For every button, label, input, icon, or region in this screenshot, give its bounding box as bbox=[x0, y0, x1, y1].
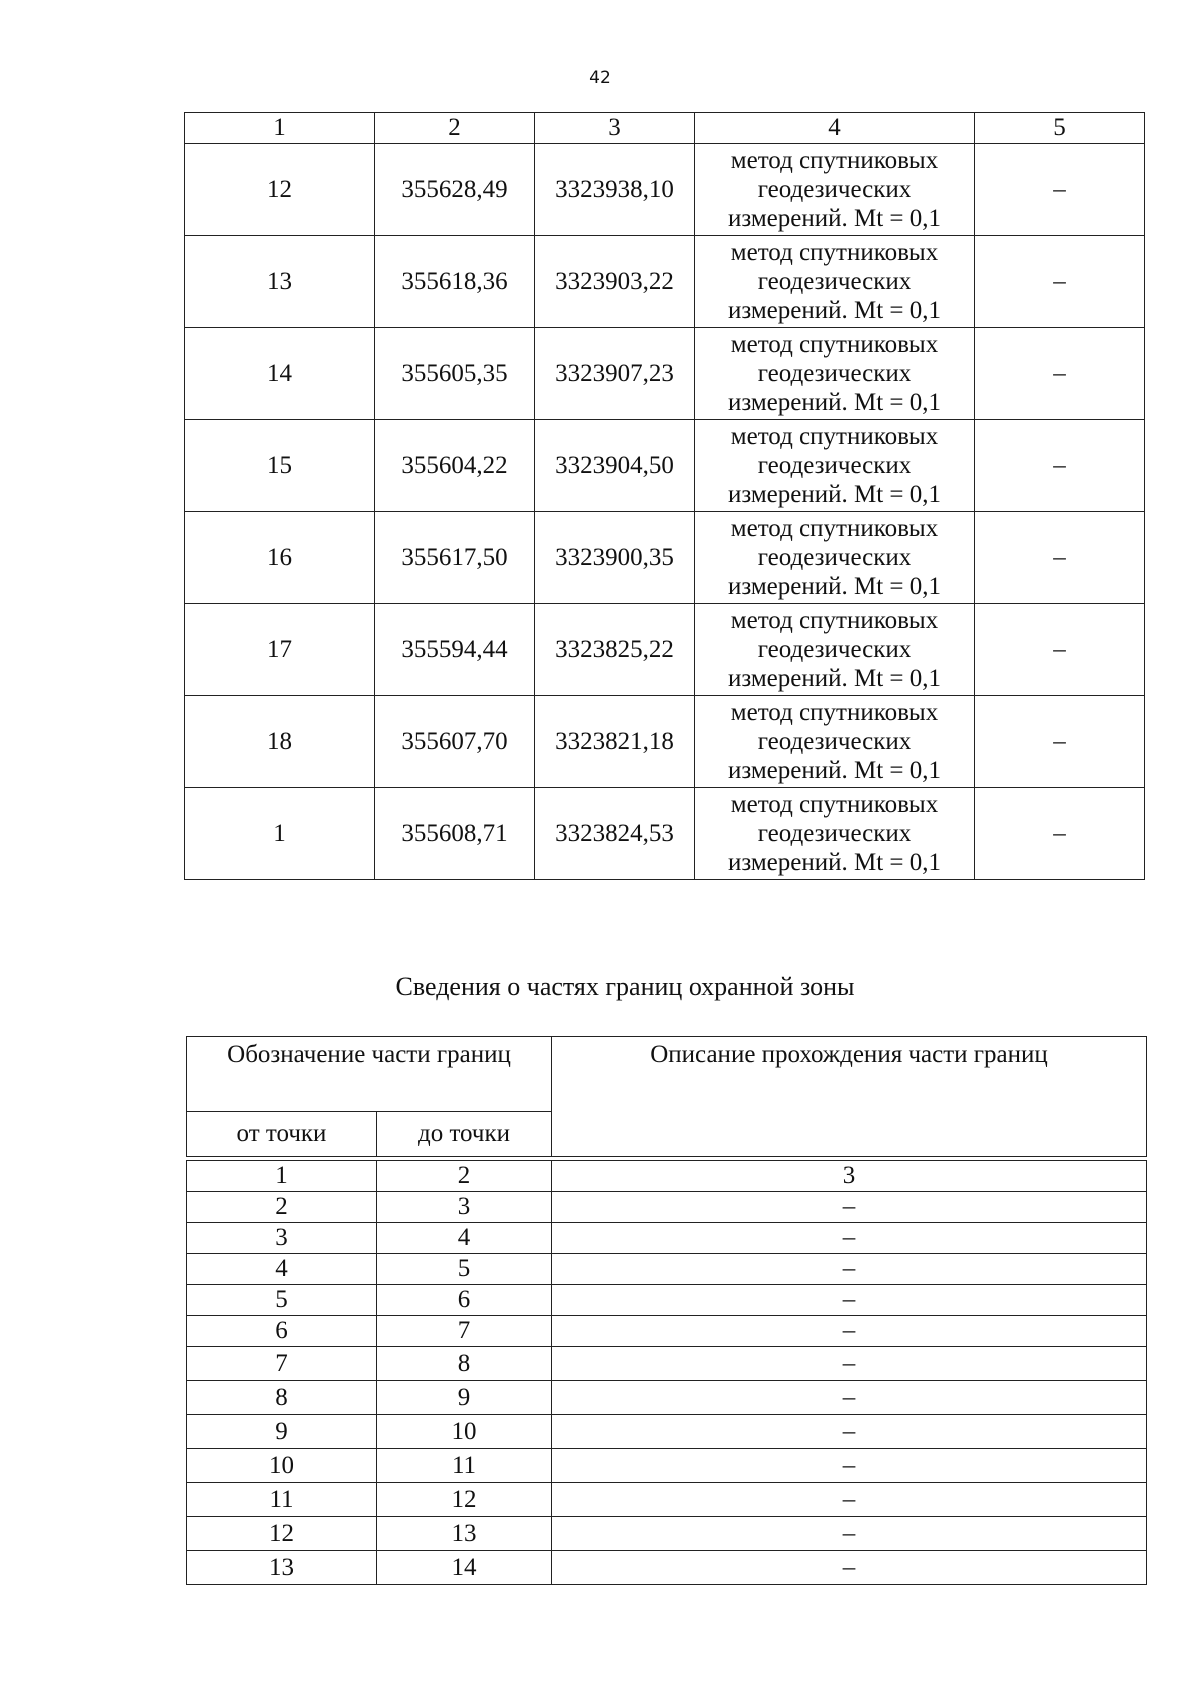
from-point-cell: 3 bbox=[187, 1223, 377, 1254]
description-cell: – bbox=[552, 1192, 1147, 1223]
boundary-part-row bbox=[187, 1254, 1147, 1285]
y-coordinate-cell: 3323907,23 bbox=[535, 328, 695, 420]
method-line: измерений. Mt = 0,1 bbox=[727, 481, 942, 508]
method-cell bbox=[695, 512, 975, 604]
coordinate-row bbox=[185, 696, 1145, 788]
from-point-cell: 12 bbox=[187, 1517, 377, 1551]
x-coordinate-cell: 355594,44 bbox=[375, 604, 535, 696]
method-cell bbox=[695, 328, 975, 420]
coordinates-header-row bbox=[185, 113, 1145, 144]
y-coordinate-cell: 3323824,53 bbox=[535, 788, 695, 880]
boundary-part-row bbox=[187, 1192, 1147, 1223]
description-header: Описание прохождения части границ bbox=[552, 1037, 1147, 1157]
from-point-cell: 6 bbox=[187, 1316, 377, 1347]
note-cell: – bbox=[975, 420, 1145, 512]
to-point-cell: 5 bbox=[377, 1254, 552, 1285]
description-cell: – bbox=[552, 1223, 1147, 1254]
method-line: измерений. Mt = 0,1 bbox=[727, 297, 942, 324]
column-number-1: 1 bbox=[185, 113, 375, 144]
coordinates-table bbox=[184, 112, 1145, 880]
note-cell: – bbox=[975, 604, 1145, 696]
to-point-cell: 3 bbox=[377, 1192, 552, 1223]
section-title: Сведения о частях границ охранной зоны bbox=[395, 972, 855, 1001]
x-coordinate-cell: 355628,49 bbox=[375, 144, 535, 236]
description-cell: – bbox=[552, 1415, 1147, 1449]
from-point-cell: 2 bbox=[187, 1192, 377, 1223]
method-line: метод спутниковых bbox=[730, 331, 939, 358]
method-line: метод спутниковых bbox=[730, 791, 939, 818]
boundary-part-row bbox=[187, 1551, 1147, 1585]
boundary-part-row bbox=[187, 1223, 1147, 1254]
from-point-cell: 11 bbox=[187, 1483, 377, 1517]
method-line: метод спутниковых bbox=[730, 239, 939, 266]
method-cell bbox=[695, 788, 975, 880]
to-point-cell: 14 bbox=[377, 1551, 552, 1585]
boundary-part-row bbox=[187, 1316, 1147, 1347]
parts-column-number-1: 1 bbox=[187, 1161, 377, 1192]
description-cell: – bbox=[552, 1347, 1147, 1381]
to-point-cell: 9 bbox=[377, 1381, 552, 1415]
parts-column-number-2: 2 bbox=[377, 1161, 552, 1192]
designation-header: Обозначение части границ bbox=[187, 1037, 552, 1112]
boundary-part-row bbox=[187, 1381, 1147, 1415]
description-cell: – bbox=[552, 1551, 1147, 1585]
method-cell bbox=[695, 420, 975, 512]
point-number-cell: 13 bbox=[185, 236, 375, 328]
to-point-cell: 8 bbox=[377, 1347, 552, 1381]
coordinate-row bbox=[185, 144, 1145, 236]
boundary-part-row bbox=[187, 1285, 1147, 1316]
description-cell: – bbox=[552, 1316, 1147, 1347]
y-coordinate-cell: 3323825,22 bbox=[535, 604, 695, 696]
note-cell: – bbox=[975, 696, 1145, 788]
method-line: метод спутниковых bbox=[730, 607, 939, 634]
method-line: измерений. Mt = 0,1 bbox=[727, 389, 942, 416]
method-line: измерений. Mt = 0,1 bbox=[727, 849, 942, 876]
description-cell: – bbox=[552, 1381, 1147, 1415]
method-line: измерений. Mt = 0,1 bbox=[727, 665, 942, 692]
parts-header-row bbox=[187, 1037, 1147, 1112]
point-number-cell: 16 bbox=[185, 512, 375, 604]
note-cell: – bbox=[975, 512, 1145, 604]
method-line: метод спутниковых bbox=[730, 423, 939, 450]
column-number-5: 5 bbox=[975, 113, 1145, 144]
boundary-part-row bbox=[187, 1517, 1147, 1551]
column-number-3: 3 bbox=[535, 113, 695, 144]
coordinate-row bbox=[185, 604, 1145, 696]
point-number-cell: 1 bbox=[185, 788, 375, 880]
parts-column-number-3: 3 bbox=[552, 1161, 1147, 1192]
method-cell bbox=[695, 236, 975, 328]
y-coordinate-cell: 3323821,18 bbox=[535, 696, 695, 788]
description-cell: – bbox=[552, 1449, 1147, 1483]
to-point-cell: 10 bbox=[377, 1415, 552, 1449]
method-cell bbox=[695, 144, 975, 236]
note-cell: – bbox=[975, 328, 1145, 420]
to-point-cell: 13 bbox=[377, 1517, 552, 1551]
method-line: метод спутниковых bbox=[730, 515, 939, 542]
boundary-part-row bbox=[187, 1483, 1147, 1517]
point-number-cell: 17 bbox=[185, 604, 375, 696]
note-cell: – bbox=[975, 788, 1145, 880]
x-coordinate-cell: 355608,71 bbox=[375, 788, 535, 880]
method-line: метод спутниковых bbox=[730, 699, 939, 726]
method-line: измерений. Mt = 0,1 bbox=[727, 205, 942, 232]
coordinate-row bbox=[185, 788, 1145, 880]
column-number-4: 4 bbox=[695, 113, 975, 144]
from-point-cell: 5 bbox=[187, 1285, 377, 1316]
point-number-cell: 15 bbox=[185, 420, 375, 512]
boundary-part-row bbox=[187, 1449, 1147, 1483]
page-number: 42 bbox=[589, 68, 611, 88]
method-cell bbox=[695, 604, 975, 696]
method-line: геодезических bbox=[757, 636, 912, 663]
method-line: измерений. Mt = 0,1 bbox=[727, 573, 942, 600]
to-point-header: до точки bbox=[377, 1112, 552, 1157]
description-cell: – bbox=[552, 1254, 1147, 1285]
method-line: метод спутниковых bbox=[730, 147, 939, 174]
from-point-cell: 8 bbox=[187, 1381, 377, 1415]
x-coordinate-cell: 355618,36 bbox=[375, 236, 535, 328]
note-cell: – bbox=[975, 144, 1145, 236]
parts-column-numbers-row bbox=[187, 1161, 1147, 1192]
y-coordinate-cell: 3323904,50 bbox=[535, 420, 695, 512]
description-cell: – bbox=[552, 1285, 1147, 1316]
point-number-cell: 12 bbox=[185, 144, 375, 236]
x-coordinate-cell: 355604,22 bbox=[375, 420, 535, 512]
coordinate-row bbox=[185, 236, 1145, 328]
y-coordinate-cell: 3323938,10 bbox=[535, 144, 695, 236]
to-point-cell: 6 bbox=[377, 1285, 552, 1316]
method-line: геодезических bbox=[757, 728, 912, 755]
from-point-header: от точки bbox=[187, 1112, 377, 1157]
method-line: измерений. Mt = 0,1 bbox=[727, 757, 942, 784]
boundary-part-row bbox=[187, 1415, 1147, 1449]
description-cell: – bbox=[552, 1517, 1147, 1551]
boundary-parts-table bbox=[186, 1036, 1147, 1585]
x-coordinate-cell: 355605,35 bbox=[375, 328, 535, 420]
boundary-part-row bbox=[187, 1347, 1147, 1381]
method-line: геодезических bbox=[757, 176, 912, 203]
coordinate-row bbox=[185, 420, 1145, 512]
point-number-cell: 18 bbox=[185, 696, 375, 788]
method-line: геодезических bbox=[757, 360, 912, 387]
x-coordinate-cell: 355617,50 bbox=[375, 512, 535, 604]
coordinate-row bbox=[185, 512, 1145, 604]
to-point-cell: 7 bbox=[377, 1316, 552, 1347]
to-point-cell: 4 bbox=[377, 1223, 552, 1254]
method-line: геодезических bbox=[757, 820, 912, 847]
note-cell: – bbox=[975, 236, 1145, 328]
column-number-2: 2 bbox=[375, 113, 535, 144]
x-coordinate-cell: 355607,70 bbox=[375, 696, 535, 788]
y-coordinate-cell: 3323903,22 bbox=[535, 236, 695, 328]
to-point-cell: 12 bbox=[377, 1483, 552, 1517]
from-point-cell: 13 bbox=[187, 1551, 377, 1585]
from-point-cell: 10 bbox=[187, 1449, 377, 1483]
y-coordinate-cell: 3323900,35 bbox=[535, 512, 695, 604]
description-cell: – bbox=[552, 1483, 1147, 1517]
from-point-cell: 4 bbox=[187, 1254, 377, 1285]
point-number-cell: 14 bbox=[185, 328, 375, 420]
coordinate-row bbox=[185, 328, 1145, 420]
from-point-cell: 9 bbox=[187, 1415, 377, 1449]
method-line: геодезических bbox=[757, 544, 912, 571]
to-point-cell: 11 bbox=[377, 1449, 552, 1483]
method-cell bbox=[695, 696, 975, 788]
method-line: геодезических bbox=[757, 452, 912, 479]
method-line: геодезических bbox=[757, 268, 912, 295]
from-point-cell: 7 bbox=[187, 1347, 377, 1381]
